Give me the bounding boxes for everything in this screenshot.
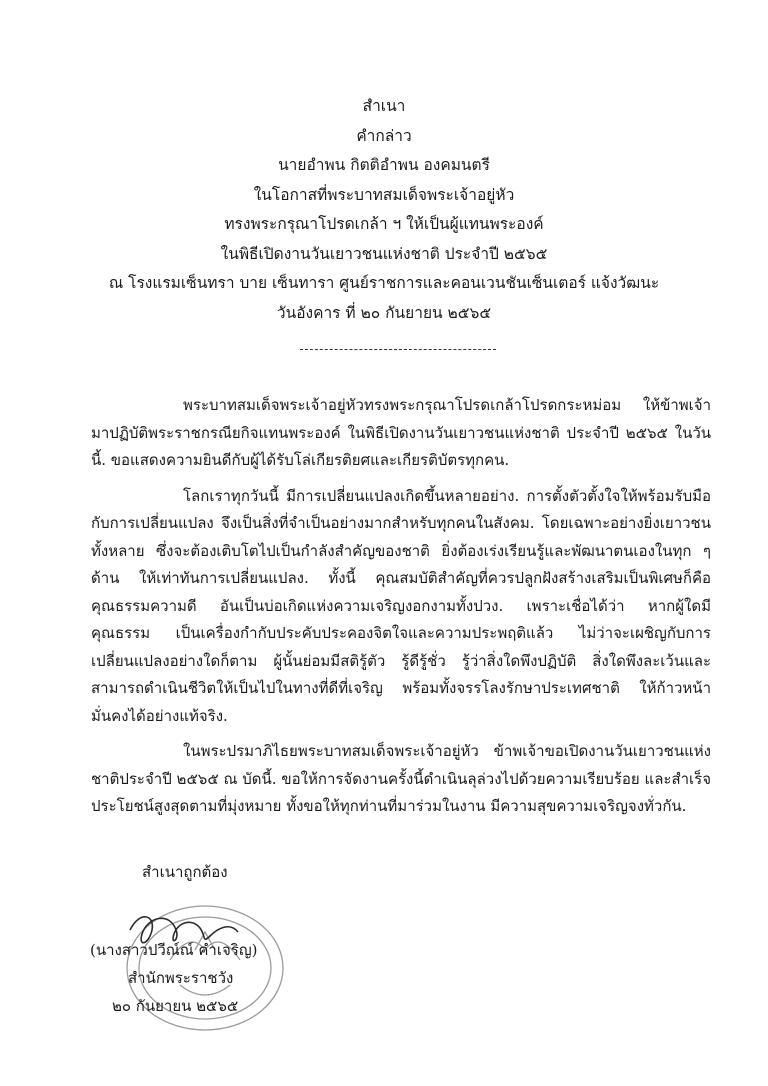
paragraph-main: โลกเราทุกวันนี้ มีการเปลี่ยนแปลงเกิดขึ้นหลายอย่าง. การตั้งตัวตั้งใจให้พร้อมรับมือกับการเปลี่ยนแปลง จึงเป็นสิ่งที่จำเป็นอย่างมากสำหรับทุกคนในสังคม. โดยเฉพาะอย่างยิ่งเยาวชนทั้งหลาย ซึ่งจะต้องเติบโตไปเป็นกำลังสำคัญของชาติ ยิ่งต้องเร่งเรียนรู้และพัฒนาตนเองในทุก ๆ ด้าน ให้เท่าทันการเปลี่ยนแปลง. ทั้งนี้ คุณสมบัติสำคัญที่ควรปลูกฝังสร้างเสริมเป็นพิเศษก็คือคุณธรรมความดี อันเป็นบ่อเกิดแห่งความเจริญงอกงามทั้งปวง. เพราะเชื่อได้ว่า หากผู้ใดมีคุณธรรม เป็นเครื่องกำกับประคับประคองจิตใจและความประพฤติแล้ว ไม่ว่าจะเผชิญกับการเปลี่ยนแปลงอย่างใดก็ตาม ผู้นั้นย่อมมีสติรู้ตัว รู้ดีรู้ชั่ว รู้ว่าสิ่งใดพึงปฏิบัติ สิ่งใดพึงละเว้นและสามารถดำเนินชีวิตให้เป็นไปในทางที่ดีที่เจริญ พร้อมทั้งจรรโลงรักษาประเทศชาติ ให้ก้าวหน้ามั่นคงได้อย่างแท้จริง. bbox=[91, 486, 711, 725]
header-representative: ทรงพระกรุณาโปรดเกล้า ฯ ให้เป็นผู้แทนพระองค์ bbox=[224, 215, 544, 233]
header-copy-label: สำเนา bbox=[362, 97, 406, 115]
certifier-office: สำนักพระราชวัง bbox=[128, 969, 234, 987]
header-date: วันอังคาร ที่ ๒๐ กันยายน ๒๕๖๕ bbox=[276, 303, 492, 322]
header-speaker: นายอำพน กิตติอำพน องคมนตรี bbox=[278, 156, 490, 174]
speech-body bbox=[91, 392, 711, 829]
certifier-name: (นางสาวปวีณ์ณ์ คำเจริญ) bbox=[90, 941, 258, 959]
certification-block bbox=[90, 858, 330, 1020]
header-divider bbox=[300, 349, 496, 350]
paragraph-opening: พระบาทสมเด็จพระเจ้าอยู่หัวทรงพระกรุณาโปรดเกล้าโปรดกระหม่อม ให้ข้าพเจ้ามาปฏิบัติพระราชกรณียกิจแทนพระองค์ ในพิธีเปิดงานวันเยาวชนแห่งชาติ ประจำปี ๒๕๖๕ ในวันนี้. ขอแสดงความยินดีกับผู้ได้รับโล่เกียรติยศและเกียรติบัตรทุกคน. bbox=[91, 396, 711, 469]
certified-copy-label: สำเนาถูกต้อง bbox=[142, 863, 228, 881]
paragraph-closing: ในพระปรมาภิไธยพระบาทสมเด็จพระเจ้าอยู่หัว ข้าพเจ้าขอเปิดงานวันเยาวชนแห่งชาติประจำปี ๒๕๖๕ ณ บัดนี้. ขอให้การจัดงานครั้งนี้ดำเนินลุล่วงไปด้วยความเรียบร้อย และสำเร็จประโยชน์สูงสุดตามที่มุ่งหมาย ทั้งขอให้ทุกท่านที่มาร่วมในงาน มีความสุขความเจริญจงทั่วกัน. bbox=[91, 742, 711, 815]
document-header bbox=[0, 92, 768, 328]
header-speech-title: คำกล่าว bbox=[356, 126, 412, 145]
certification-date: ๒๐ กันยายน ๒๕๖๕ bbox=[112, 997, 239, 1015]
header-venue: ณ โรงแรมเซ็นทรา บาย เซ็นทารา ศูนย์ราชการและคอนเวนชันเซ็นเตอร์ แจ้งวัฒนะ bbox=[108, 274, 660, 292]
header-occasion: ในโอกาสที่พระบาทสมเด็จพระเจ้าอยู่หัว bbox=[253, 185, 515, 204]
header-ceremony: ในพิธีเปิดงานวันเยาวชนแห่งชาติ ประจำปี ๒๕๖๕ bbox=[220, 244, 548, 263]
